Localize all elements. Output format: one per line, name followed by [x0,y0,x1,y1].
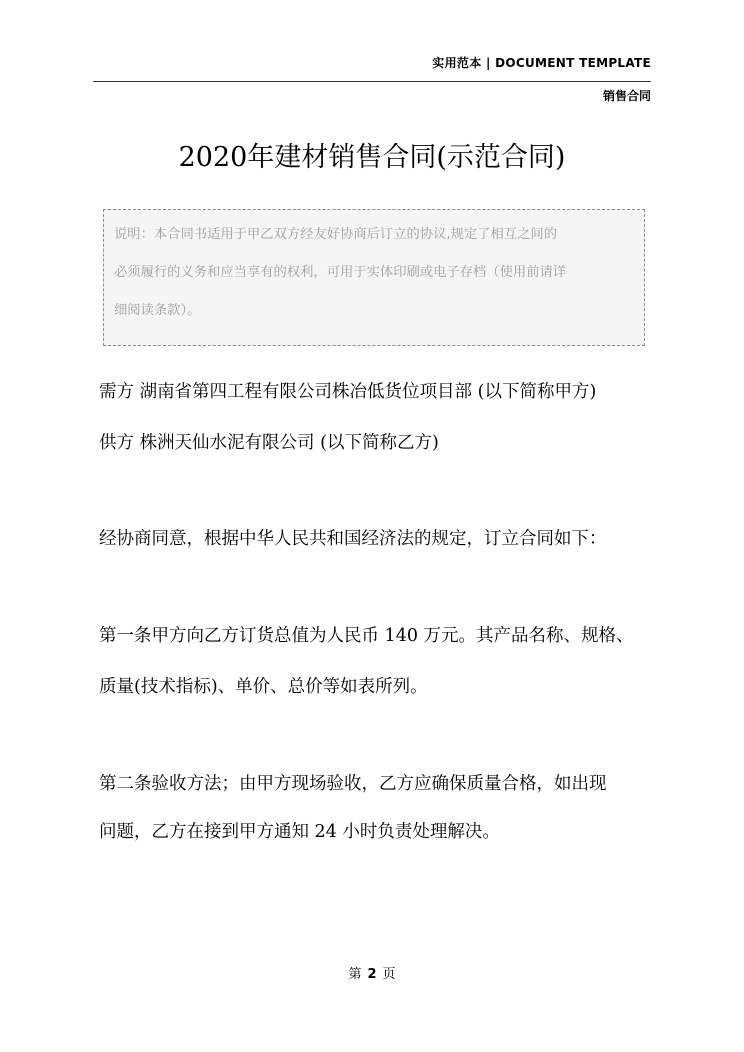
note-line: 细阅读条款）。 [114,303,201,318]
buyer-party-line: 需方 湖南省第四工程有限公司株冶低货位项目部 (以下简称甲方) [99,382,597,402]
clause-1-line: 质量(技术指标)、单价、总价等如表所列。 [99,677,428,697]
clause-1-line: 第一条甲方向乙方订货总值为人民币 140 万元。其产品名称、规格、 [99,626,634,646]
page-number: 2 [367,967,377,982]
note-line: 必须履行的义务和应当享有的权利，可用于实体印刷或电子存档（使用前请详 [114,265,567,280]
intro-paragraph: 经协商同意，根据中华人民共和国经济法的规定，订立合同如下： [99,529,607,549]
header-template-label: 实用范本 | DOCUMENT TEMPLATE [432,56,651,70]
supplier-party-line: 供方 株洲天仙水泥有限公司 (以下简称乙方) [99,433,439,453]
header-divider [93,81,651,82]
page-footer [0,963,744,982]
footer-prefix: 第 [348,967,362,982]
clause-2-line: 第二条验收方法；由甲方现场验收，乙方应确保质量合格，如出现 [99,774,607,794]
usage-note-box [103,209,645,346]
footer-suffix: 页 [382,967,396,982]
clause-2-line: 问题，乙方在接到甲方通知 24 小时负责处理解决。 [99,822,500,842]
document-title: 2020年建材销售合同(示范合同) [178,142,566,173]
header-category-label: 销售合同 [602,89,651,103]
note-line: 说明：本合同书适用于甲乙双方经友好协商后订立的协议,规定了相互之间的 [114,227,558,242]
